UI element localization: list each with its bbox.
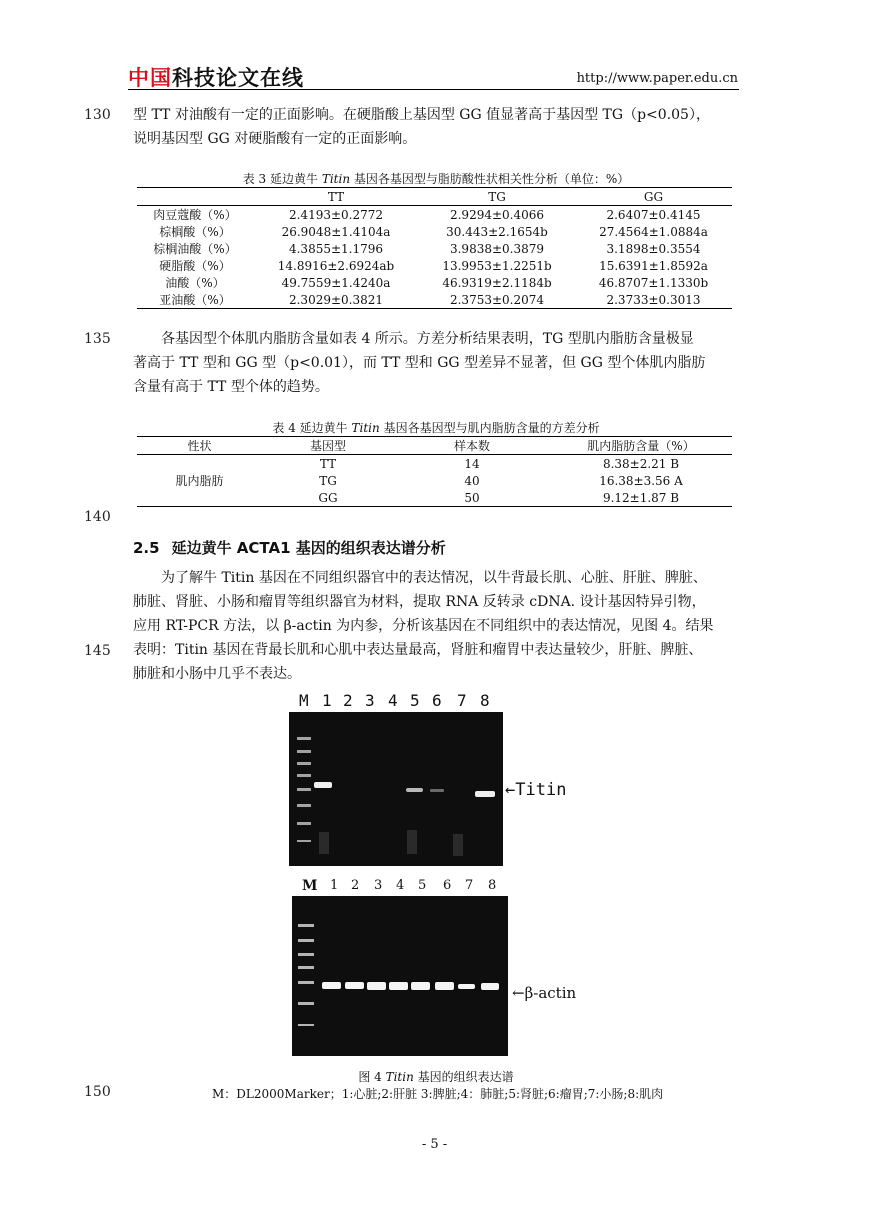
table-cell: 棕榈酸（%） xyxy=(159,225,231,239)
line-number: 130 xyxy=(84,107,111,123)
titin-gel-image xyxy=(289,690,503,866)
text-line: 应用 RT-PCR 方法，以 β-actin 为内参，分析该基因在不同组织中的表达情况，见图 4。结果 xyxy=(133,618,714,634)
lane-label: 3 xyxy=(374,878,383,893)
table-3 xyxy=(137,187,732,309)
table-row xyxy=(137,206,732,224)
lane-label: 4 xyxy=(388,691,398,710)
actin-band-label: ←β-actin xyxy=(512,984,577,1002)
table-3-caption: 表 3 延边黄牛 Titin 基因各基因型与脂肪酸性状相关性分析（单位：%） xyxy=(242,172,630,186)
table-cell: 油酸（%） xyxy=(165,276,225,290)
table-row xyxy=(137,291,732,309)
table-cell: 2.9294±0.4066 xyxy=(449,207,545,222)
paragraph-3 xyxy=(133,566,739,686)
table-cell: 13.9953±1.2251b xyxy=(442,258,552,273)
titin-band-label: ←Titin xyxy=(505,780,567,800)
lane-label: 1 xyxy=(330,878,339,893)
table-row xyxy=(137,274,732,291)
lane-label: 4 xyxy=(396,878,405,893)
table-header: 肌内脂肪含量（%） xyxy=(587,439,695,453)
lane-label: 8 xyxy=(488,878,497,893)
lane-label: 6 xyxy=(443,878,452,893)
table-cell: 40 xyxy=(464,473,480,488)
table-row xyxy=(137,455,732,473)
lane-label: 5 xyxy=(418,878,427,893)
header-url[interactable]: http://www.paper.edu.cn xyxy=(576,71,738,86)
table-4-caption: 表 4 延边黄牛 Titin 基因各基因型与肌内脂肪含量的方差分析 xyxy=(272,421,600,435)
table-cell: 15.6391±1.8592a xyxy=(599,258,708,273)
table-header-row xyxy=(137,188,732,206)
lane-label: 1 xyxy=(322,691,332,710)
figure-4-legend: M：DL2000Marker；1:心脏;2:肝脏 3:脾脏;4：肺脏;5:肾脏;6:瘤胃;7:小肠;8:肌肉 xyxy=(212,1087,664,1101)
table-header-row xyxy=(137,437,732,455)
paragraph-2 xyxy=(133,327,739,399)
table-cell: TT xyxy=(319,456,337,471)
table-cell: 硬脂酸（%） xyxy=(159,259,231,273)
table-cell: 2.3029±0.3821 xyxy=(288,292,384,307)
table-cell: 46.9319±2.1184b xyxy=(442,275,552,290)
actin-gel-image xyxy=(292,876,558,1056)
table-row xyxy=(137,223,732,240)
text-line: 说明基因型 GG 对硬脂酸有一定的正面影响。 xyxy=(133,131,417,147)
arrow-left-icon: ← xyxy=(512,984,525,1002)
table-cell: 8.38±2.21 B xyxy=(602,456,680,471)
paragraph-1 xyxy=(133,103,739,151)
line-number: 140 xyxy=(84,509,111,525)
table-cell: 26.9048±1.4104a xyxy=(281,224,391,239)
site-logo: 中国科技论文在线 xyxy=(128,66,304,90)
table-cell: 9.12±1.87 B xyxy=(602,490,680,505)
table-cell: 46.8707±1.1330b xyxy=(598,275,709,290)
titin-gel xyxy=(289,712,503,866)
section-heading: 2.5 延边黄牛 ACTA1 基因的组织表达谱分析 xyxy=(133,539,446,557)
lane-label: 3 xyxy=(365,691,375,710)
table-header: TT xyxy=(327,189,345,204)
lane-label: M xyxy=(302,878,318,894)
lane-label: M xyxy=(299,691,309,710)
table-cell: 亚油酸（%） xyxy=(159,293,231,307)
lane-label: 2 xyxy=(343,691,353,710)
text-line: 肺脏和小肠中几乎不表达。 xyxy=(133,666,301,682)
line-number: 135 xyxy=(84,331,111,347)
lane-label: 7 xyxy=(465,878,474,893)
table-cell: 3.1898±0.3554 xyxy=(606,241,701,256)
text-line: 含量有高于 TT 型个体的趋势。 xyxy=(133,379,329,395)
text-line: 著高于 TT 型和 GG 型（p<0.01），而 TT 型和 GG 型差异不显著，但 GG 型个体肌内脂肪 xyxy=(133,355,706,371)
header-rule xyxy=(128,89,739,90)
table-cell: 2.3733±0.3013 xyxy=(606,292,701,307)
table-cell: 棕榈油酸（%） xyxy=(153,242,237,256)
actin-gel xyxy=(292,896,558,1056)
table-cell: 4.3855±1.1796 xyxy=(288,241,384,256)
table-cell: GG xyxy=(318,490,338,505)
line-number: 150 xyxy=(84,1084,111,1100)
table-cell: 肉豆蔻酸（%） xyxy=(153,208,237,222)
table-row xyxy=(137,240,732,257)
page-number: - 5 - xyxy=(421,1137,448,1152)
table-4 xyxy=(137,436,732,507)
table-header: 性状 xyxy=(187,439,212,453)
lane-label: 8 xyxy=(480,691,490,710)
table-cell: 50 xyxy=(464,490,480,505)
table-header xyxy=(137,188,253,206)
text-line: 型 TT 对油酸有一定的正面影响。在硬脂酸上基因型 GG 值显著高于基因型 TG（p<0.05）， xyxy=(133,107,710,123)
table-cell: 2.4193±0.2772 xyxy=(288,207,384,222)
table-cell: 27.4564±1.0884a xyxy=(599,224,708,239)
lane-label: 7 xyxy=(457,691,467,710)
table-header: TG xyxy=(488,189,506,204)
lane-label: 5 xyxy=(410,691,420,710)
line-number: 145 xyxy=(84,643,111,659)
table-cell: TG xyxy=(319,473,337,488)
arrow-left-icon: ← xyxy=(505,780,516,800)
table-cell: 肌内脂肪 xyxy=(175,474,224,488)
table-cell: 49.7559±1.4240a xyxy=(281,275,391,290)
text-line: 为了解牛 Titin 基因在不同组织器官中的表达情况，以牛背最长肌、心脏、肝脏、脾脏、 xyxy=(161,570,707,586)
text-line: 肺脏、肾脏、小肠和瘤胃等组织器官为材料，提取 RNA 反转录 cDNA. 设计基因特异引物， xyxy=(133,594,706,610)
text-line: 表明：Titin 基因在背最长肌和心肌中表达量最高，肾脏和瘤胃中表达量较少，肝脏、脾脏、 xyxy=(133,642,703,658)
table-header: 样本数 xyxy=(453,439,490,453)
table-row xyxy=(137,257,732,274)
figure-4-caption: 图 4 Titin 基因的组织表达谱 xyxy=(358,1070,514,1084)
table-header: 基因型 xyxy=(309,439,346,453)
table-header: GG xyxy=(643,189,664,204)
table-cell: 30.443±2.1654b xyxy=(446,224,548,239)
table-cell: 3.9838±0.3879 xyxy=(449,241,545,256)
table-cell: 2.3753±0.2074 xyxy=(449,292,545,307)
table-cell: 14 xyxy=(464,456,480,471)
lane-label: 6 xyxy=(432,691,442,710)
text-line: 各基因型个体肌内脂肪含量如表 4 所示。方差分析结果表明，TG 型肌内脂肪含量极显 xyxy=(161,331,694,347)
table-cell: 14.8916±2.6924ab xyxy=(277,258,395,273)
table-cell: 2.6407±0.4145 xyxy=(606,207,701,222)
lane-label: 2 xyxy=(351,878,360,893)
table-cell: 16.38±3.56 A xyxy=(599,473,683,488)
